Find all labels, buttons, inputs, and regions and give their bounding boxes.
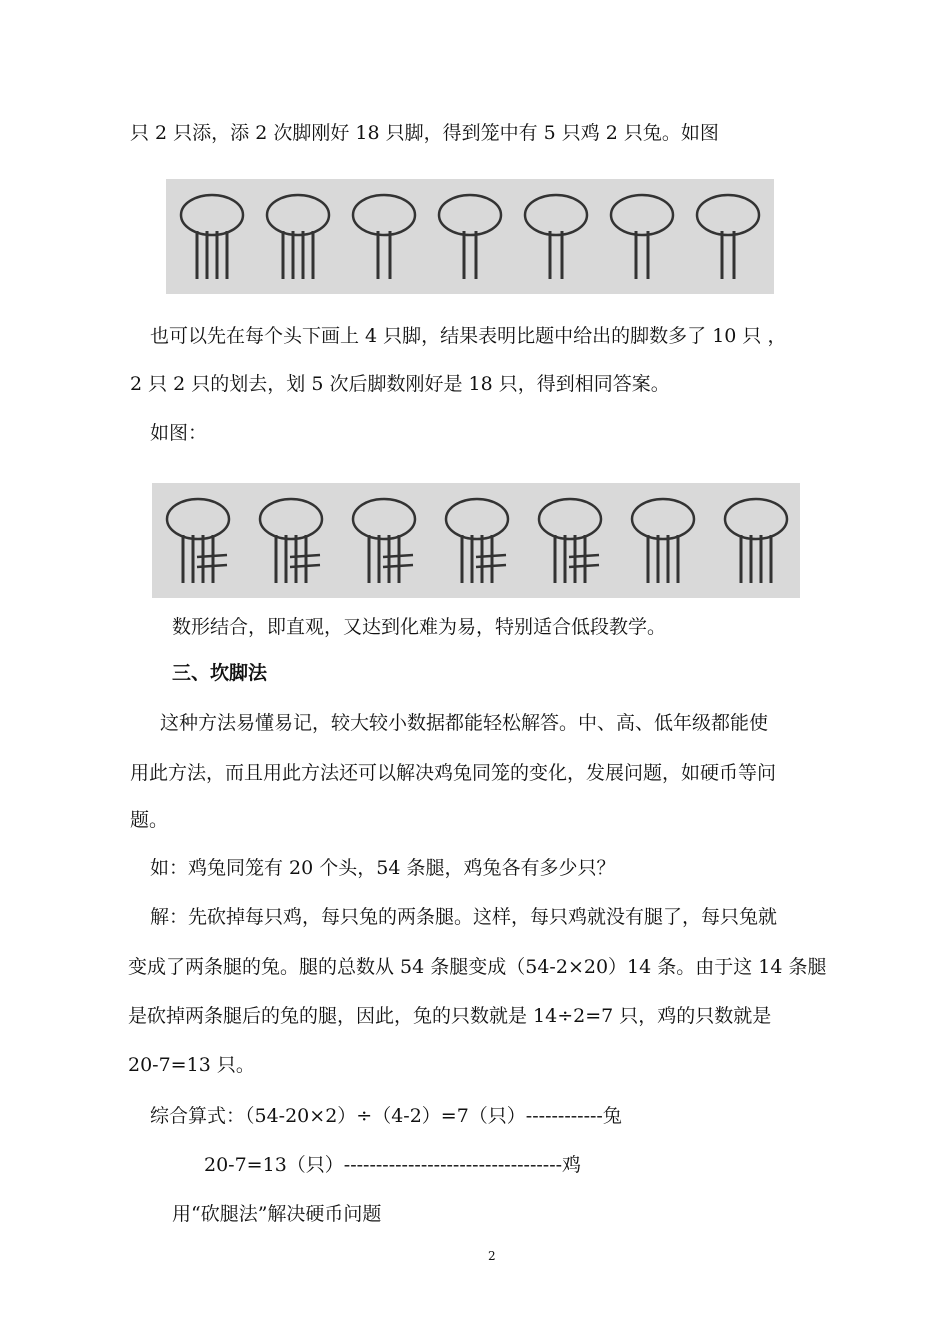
text-line-10: 如：鸡兔同笼有 20 个头，54 条腿，鸡兔各有多少只？	[150, 857, 616, 879]
head-ellipse	[439, 195, 501, 235]
head-ellipse	[525, 195, 587, 235]
head-ellipse	[353, 499, 415, 539]
text-line-4: 如图：	[150, 422, 208, 444]
animal-figure	[353, 499, 415, 583]
text-line-13: 是砍掉两条腿后的兔的腿，因此，兔的只数就是 14÷2=7 只，鸡的只数就是	[128, 1005, 772, 1027]
page-number: 2	[488, 1249, 496, 1263]
text-line-3: 2 只 2 只的划去，划 5 次后脚数刚好是 18 只，得到相同答案。	[130, 373, 670, 395]
head-ellipse	[725, 499, 787, 539]
figure-heads-and-legs-2	[152, 483, 800, 598]
text-line-9: 题。	[130, 809, 169, 831]
formula-line-1: 综合算式：（54-20×2）÷（4-2）=7（只）------------兔	[150, 1105, 622, 1127]
head-ellipse	[353, 195, 415, 235]
animal-figure	[181, 195, 243, 279]
head-ellipse	[539, 499, 601, 539]
animal-figure	[353, 195, 415, 279]
text-line-5: 数形结合，即直观，又达到化难为易，特别适合低段教学。	[172, 616, 667, 638]
text-line-7: 这种方法易懂易记，较大较小数据都能轻松解答。中、高、低年级都能使	[160, 712, 769, 734]
animal-figure	[167, 499, 229, 583]
text-line-8: 用此方法，而且用此方法还可以解决鸡兔同笼的变化，发展问题，如硬币等问	[130, 762, 777, 784]
text-line-14: 20-7=13 只。	[128, 1054, 255, 1076]
figure-heads-and-legs-1	[166, 179, 774, 294]
animal-figure	[446, 499, 508, 583]
animal-figure	[439, 195, 501, 279]
animal-figure	[525, 195, 587, 279]
animal-figure	[267, 195, 329, 279]
animal-figure	[697, 195, 759, 279]
animal-figure	[725, 499, 787, 583]
animal-figure	[539, 499, 601, 583]
animal-figure	[260, 499, 322, 583]
text-line-11: 解：先砍掉每只鸡，每只兔的两条腿。这样，每只鸡就没有腿了，每只兔就	[150, 906, 778, 928]
head-ellipse	[446, 499, 508, 539]
head-ellipse	[632, 499, 694, 539]
animal-figure	[611, 195, 673, 279]
text-line-2: 也可以先在每个头下画上 4 只脚，结果表明比题中给出的脚数多了 10 只 ，	[150, 325, 787, 347]
text-line-17: 用“砍腿法”解决硬币问题	[172, 1203, 382, 1225]
head-ellipse	[167, 499, 229, 539]
section-heading: 三、坎脚法	[172, 662, 268, 684]
formula-line-2: 20-7=13（只）----------------------------------鸡	[204, 1154, 582, 1176]
text-line-12: 变成了两条腿的兔。腿的总数从 54 条腿变成（54-2×20）14 条。由于这 14 条腿	[128, 956, 827, 978]
text-line-1: 只 2 只添，添 2 次脚刚好 18 只脚，得到笼中有 5 只鸡 2 只兔。如图	[130, 122, 719, 144]
head-ellipse	[611, 195, 673, 235]
head-ellipse	[260, 499, 322, 539]
animal-figure	[632, 499, 694, 583]
head-ellipse	[181, 195, 243, 235]
head-ellipse	[267, 195, 329, 235]
head-ellipse	[697, 195, 759, 235]
